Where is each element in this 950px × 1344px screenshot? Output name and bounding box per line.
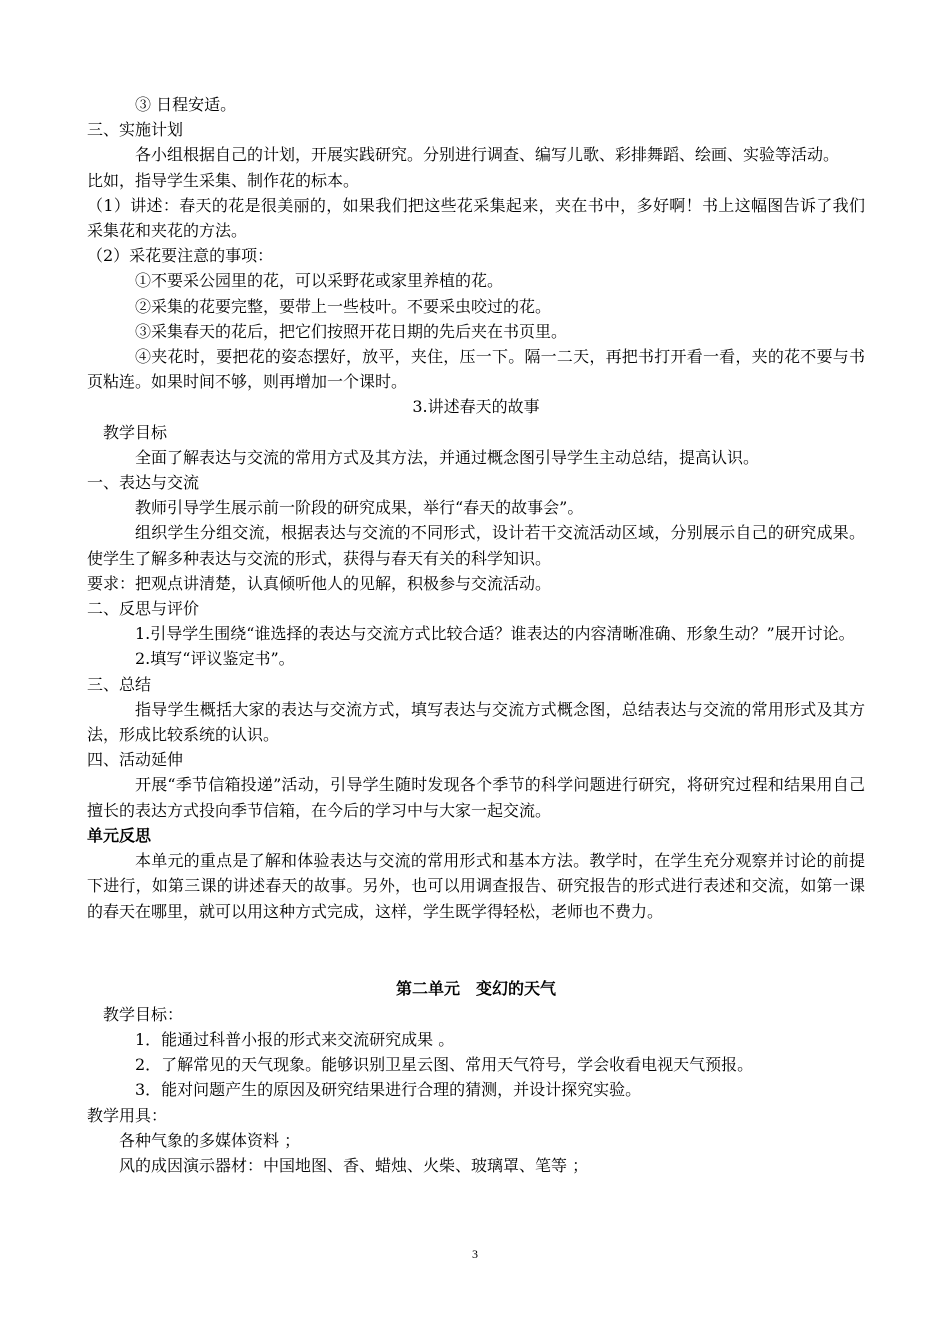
paragraph: 指导学生概括大家的表达与交流方式，填写表达与交流方式概念图，总结表达与交流的常用形式及其方法，形成比较系统的认识。 <box>87 699 865 745</box>
section-heading: 一、表达与交流 <box>87 473 200 493</box>
text-line: （2）采花要注意的事项： <box>87 246 274 266</box>
list-item: ①不要采公园里的花，可以采野花或家里养植的花。 <box>135 271 504 291</box>
section-heading: 三、实施计划 <box>87 120 184 140</box>
list-item: 3．能对问题产生的原因及研究结果进行合理的猜测，并设计探究实验。 <box>135 1080 642 1100</box>
text-line: ③ 日程安适。 <box>135 95 237 114</box>
section-heading: 四、活动延伸 <box>87 750 184 770</box>
lesson-title: 3.讲述春天的故事 <box>412 397 540 417</box>
list-item: ②采集的花要完整，要带上一些枝叶。不要采虫咬过的花。 <box>135 296 552 316</box>
paragraph: 组织学生分组交流，根据表达与交流的不同形式，设计若干交流活动区域，分别展示自己的研究成果。使学生了解多种表达与交流的形式，获得与春天有关的科学知识。 <box>87 523 865 568</box>
paragraph: 1.引导学生围绕“谁选择的表达与交流方式比较合适？谁表达的内容清晰准确、形象生动？”展开讨论。 <box>135 624 855 644</box>
spacer <box>87 924 865 974</box>
section-heading: 教学目标 <box>103 422 168 442</box>
section-heading: 二、反思与评价 <box>87 599 200 619</box>
list-item: ③采集春天的花后，把它们按照开花日期的先后夹在书页里。 <box>135 321 568 341</box>
list-item: 各种气象的多媒体资料 ； <box>119 1130 301 1150</box>
section-heading: 教学目标： <box>103 1004 184 1024</box>
paragraph: 比如，指导学生采集、制作花的标本。 <box>87 170 360 190</box>
paragraph: 要求：把观点讲清楚，认真倾听他人的见解，积极参与交流活动。 <box>87 573 552 593</box>
paragraph: （1）讲述：春天的花是很美丽的，如果我们把这些花采集起来，夹在书中，多好啊！书上这幅图告诉了我们采集花和夹花的方法。 <box>87 195 865 241</box>
page-number: 3 <box>472 1247 478 1261</box>
paragraph: 2.填写“评议鉴定书”。 <box>135 649 295 669</box>
paragraph: 各小组根据自己的计划，开展实践研究。分别进行调查、编写儿歌、彩排舞蹈、绘画、实验等活动。 <box>135 145 840 165</box>
document-body <box>87 92 865 1178</box>
list-item: 风的成因演示器材：中国地图、香、蜡烛、火柴、玻璃罩、笔等 ； <box>119 1155 589 1175</box>
list-item: 2．了解常见的天气现象。能够识别卫星云图、常用天气符号，学会收看电视天气预报。 <box>135 1055 754 1075</box>
section-heading: 教学用具： <box>87 1105 168 1125</box>
list-item: ④夹花时，要把花的姿态摆好，放平，夹住，压一下。隔一二天，再把书打开看一看，夹的花不要与书页粘连。如果时间不够，则再增加一个课时。 <box>87 347 865 392</box>
paragraph: 全面了解表达与交流的常用方式及其方法，并通过概念图引导学生主动总结，提高认识。 <box>135 447 760 467</box>
list-item: 1．能通过科普小报的形式来交流研究成果 。 <box>135 1029 455 1049</box>
paragraph: 本单元的重点是了解和体验表达与交流的常用形式和基本方法。教学时，在学生充分观察并讨论的前提下进行，如第三课的讲述春天的故事。另外，也可以用调查报告、研究报告的形式进行表述和交流，如第一课的春天在哪里，就可以用这种方式完成，这样，学生既学得轻松，老师也不费力。 <box>87 851 865 921</box>
section-heading-bold: 单元反思 <box>87 825 152 845</box>
unit-title: 第二单元 变幻的天气 <box>395 978 556 998</box>
section-heading: 三、总结 <box>87 674 152 694</box>
paragraph: 教师引导学生展示前一阶段的研究成果，举行“春天的故事会”。 <box>135 498 584 518</box>
paragraph: 开展“季节信箱投递”活动，引导学生随时发现各个季节的科学问题进行研究，将研究过程和结果用自己擅长的表达方式投向季节信箱，在今后的学习中与大家一起交流。 <box>87 775 865 820</box>
